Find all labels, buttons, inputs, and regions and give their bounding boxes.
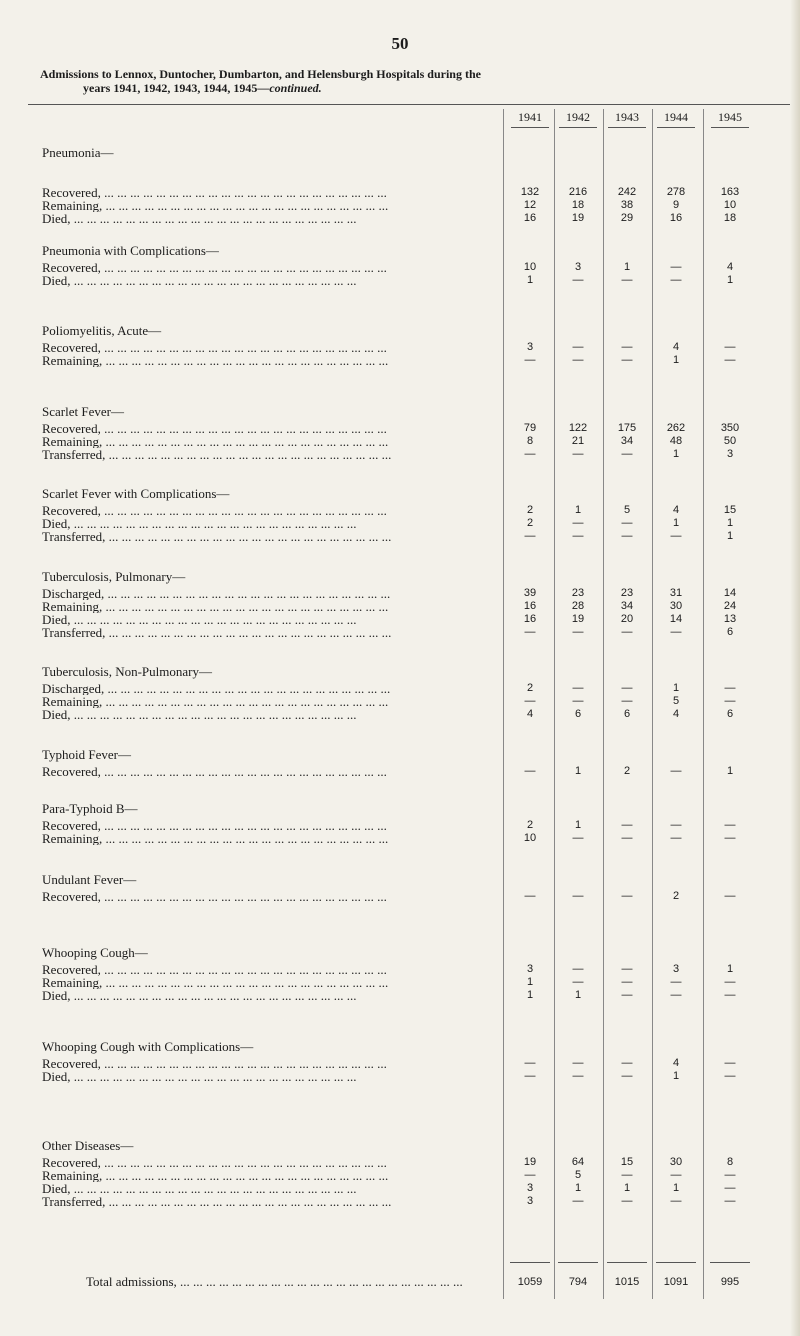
table-cell: — xyxy=(621,989,633,1001)
total-rule xyxy=(558,1262,598,1263)
table-cell: 2 xyxy=(526,517,534,529)
table-cell: — xyxy=(572,963,584,975)
table-cell: 4 xyxy=(726,261,734,273)
table-row xyxy=(0,1156,800,1169)
table-cell: 31 xyxy=(669,587,683,599)
table-cell: 10 xyxy=(723,199,737,211)
row-label: Transferred, ... ... ... ... ... ... ... ... ... ... ... ... ... ... ... ... ... ... ... ... ... ... xyxy=(42,448,392,461)
table-row xyxy=(0,341,800,354)
section-title: Other Diseases— xyxy=(42,1138,134,1153)
table-cell: 4 xyxy=(672,341,680,353)
table-cell: — xyxy=(621,963,633,975)
table-cell: — xyxy=(572,1057,584,1069)
table-cell: 14 xyxy=(723,587,737,599)
row-label: Discharged, ... ... ... ... ... ... ... ... ... ... ... ... ... ... ... ... ... ... ... ... ... ... xyxy=(42,587,391,600)
table-cell: 3 xyxy=(574,261,582,273)
table-cell: — xyxy=(621,819,633,831)
table-cell: — xyxy=(670,274,682,286)
table-cell: 23 xyxy=(620,587,634,599)
table-cell: 5 xyxy=(574,1169,582,1181)
table-cell: — xyxy=(670,1195,682,1207)
table-cell: 16 xyxy=(523,212,537,224)
table-cell: 6 xyxy=(574,708,582,720)
table-row xyxy=(0,199,800,212)
table-cell: — xyxy=(621,517,633,529)
table-cell: — xyxy=(572,626,584,638)
total-rule xyxy=(607,1262,647,1263)
table-cell: 15 xyxy=(620,1156,634,1168)
table-cell: — xyxy=(670,530,682,542)
table-cell: 1 xyxy=(726,530,734,542)
table-cell: — xyxy=(524,695,536,707)
table-cell: 18 xyxy=(571,199,585,211)
table-cell: 4 xyxy=(672,708,680,720)
row-label: Recovered, ... ... ... ... ... ... ... ... ... ... ... ... ... ... ... ... ... ... ... ... ... ... xyxy=(42,341,387,354)
table-cell: 34 xyxy=(620,600,634,612)
table-row xyxy=(0,261,800,274)
table-cell: 34 xyxy=(620,435,634,447)
row-label: Remaining, ... ... ... ... ... ... ... ... ... ... ... ... ... ... ... ... ... ... ... ... ... ... xyxy=(42,976,389,989)
section-title: Typhoid Fever— xyxy=(42,747,131,762)
table-cell: 3 xyxy=(526,1195,534,1207)
table-cell: 6 xyxy=(726,708,734,720)
table-row xyxy=(0,989,800,1002)
table-cell: 1 xyxy=(672,354,680,366)
year-underline xyxy=(608,127,646,128)
table-cell: — xyxy=(724,1057,736,1069)
table-row xyxy=(0,186,800,199)
table-cell: 48 xyxy=(669,435,683,447)
table-cell: — xyxy=(621,626,633,638)
row-label: Died, ... ... ... ... ... ... ... ... ... ... ... ... ... ... ... ... ... ... ... ... ... ... xyxy=(42,1070,357,1083)
table-cell: 50 xyxy=(723,435,737,447)
total-cell: 995 xyxy=(720,1276,740,1288)
table-cell: 163 xyxy=(720,186,740,198)
section-title: Tuberculosis, Non-Pulmonary— xyxy=(42,664,212,679)
table-cell: — xyxy=(621,341,633,353)
table-cell: 19 xyxy=(523,1156,537,1168)
table-cell: 1 xyxy=(574,819,582,831)
table-cell: 1 xyxy=(672,1070,680,1082)
row-label: Remaining, ... ... ... ... ... ... ... ... ... ... ... ... ... ... ... ... ... ... ... ... ... ... xyxy=(42,695,389,708)
row-label: Died, ... ... ... ... ... ... ... ... ... ... ... ... ... ... ... ... ... ... ... ... ... ... xyxy=(42,274,357,287)
table-cell: — xyxy=(670,765,682,777)
table-cell: 175 xyxy=(617,422,637,434)
table-row xyxy=(0,765,800,778)
table-cell: — xyxy=(621,1057,633,1069)
year-underline xyxy=(657,127,695,128)
table-cell: 2 xyxy=(623,765,631,777)
table-cell: 2 xyxy=(526,819,534,831)
table-cell: — xyxy=(670,626,682,638)
table-row xyxy=(0,212,800,225)
table-cell: 1 xyxy=(526,989,534,1001)
row-label: Died, ... ... ... ... ... ... ... ... ... ... ... ... ... ... ... ... ... ... ... ... ... ... xyxy=(42,708,357,721)
table-cell: — xyxy=(724,989,736,1001)
table-cell: — xyxy=(572,530,584,542)
table-cell: 19 xyxy=(571,212,585,224)
table-cell: 24 xyxy=(723,600,737,612)
table-row xyxy=(0,435,800,448)
table-cell: — xyxy=(572,448,584,460)
table-cell: — xyxy=(670,819,682,831)
year-header: 1943 xyxy=(615,110,639,124)
table-cell: 3 xyxy=(526,341,534,353)
row-label: Remaining, ... ... ... ... ... ... ... ... ... ... ... ... ... ... ... ... ... ... ... ... ... ... xyxy=(42,600,389,613)
row-label: Remaining, ... ... ... ... ... ... ... ... ... ... ... ... ... ... ... ... ... ... ... ... ... ... xyxy=(42,1169,389,1182)
section-title: Scarlet Fever with Complications— xyxy=(42,486,230,501)
table-row xyxy=(0,1195,800,1208)
table-cell: — xyxy=(621,1070,633,1082)
table-cell: 18 xyxy=(723,212,737,224)
total-cell: 1059 xyxy=(517,1276,543,1288)
table-cell: 16 xyxy=(669,212,683,224)
table-cell: 3 xyxy=(526,1182,534,1194)
table-row xyxy=(0,504,800,517)
table-cell: — xyxy=(724,1182,736,1194)
row-label: Remaining, ... ... ... ... ... ... ... ... ... ... ... ... ... ... ... ... ... ... ... ... ... ... xyxy=(42,354,389,367)
section-title: Pneumonia with Complications— xyxy=(42,243,219,258)
table-cell: — xyxy=(524,1070,536,1082)
table-cell: 2 xyxy=(672,890,680,902)
table-row xyxy=(0,963,800,976)
table-row xyxy=(0,1169,800,1182)
row-label: Died, ... ... ... ... ... ... ... ... ... ... ... ... ... ... ... ... ... ... ... ... ... ... xyxy=(42,613,357,626)
heading-continued: —continued. xyxy=(257,81,322,95)
table-cell: 3 xyxy=(526,963,534,975)
row-label: Transferred, ... ... ... ... ... ... ... ... ... ... ... ... ... ... ... ... ... ... ... ... ... ... xyxy=(42,530,392,543)
section-title: Scarlet Fever— xyxy=(42,404,124,419)
page-number: 50 xyxy=(391,34,409,53)
table-cell: 1 xyxy=(574,765,582,777)
table-cell: 3 xyxy=(672,963,680,975)
table-cell: 16 xyxy=(523,613,537,625)
table-cell: 262 xyxy=(666,422,686,434)
row-label: Discharged, ... ... ... ... ... ... ... ... ... ... ... ... ... ... ... ... ... ... ... ... ... ... xyxy=(42,682,391,695)
table-cell: 1 xyxy=(526,274,534,286)
table-cell: — xyxy=(670,976,682,988)
total-cell: 1015 xyxy=(614,1276,640,1288)
table-cell: — xyxy=(724,1169,736,1181)
table-row xyxy=(0,517,800,530)
table-cell: 5 xyxy=(672,695,680,707)
top-rule xyxy=(28,104,792,105)
table-cell: — xyxy=(670,261,682,273)
total-cell: 1091 xyxy=(663,1276,689,1288)
table-cell: — xyxy=(572,976,584,988)
table-cell: — xyxy=(670,1169,682,1181)
table-cell: — xyxy=(621,530,633,542)
table-row xyxy=(0,976,800,989)
table-cell: — xyxy=(524,890,536,902)
table-cell: — xyxy=(524,765,536,777)
table-cell: 10 xyxy=(523,261,537,273)
table-cell: 4 xyxy=(672,1057,680,1069)
table-cell: — xyxy=(670,989,682,1001)
table-cell: 1 xyxy=(672,682,680,694)
table-cell: — xyxy=(724,354,736,366)
table-cell: — xyxy=(724,976,736,988)
section-title: Poliomyelitis, Acute— xyxy=(42,323,162,338)
row-label: Transferred, ... ... ... ... ... ... ... ... ... ... ... ... ... ... ... ... ... ... ... ... ... ... xyxy=(42,626,392,639)
row-label: Remaining, ... ... ... ... ... ... ... ... ... ... ... ... ... ... ... ... ... ... ... ... ... ... xyxy=(42,199,389,212)
table-cell: — xyxy=(724,695,736,707)
table-cell: 216 xyxy=(568,186,588,198)
table-cell: — xyxy=(621,695,633,707)
row-label: Recovered, ... ... ... ... ... ... ... ... ... ... ... ... ... ... ... ... ... ... ... ... ... ... xyxy=(42,1057,387,1070)
section-title: Pneumonia— xyxy=(42,145,114,160)
table-row xyxy=(0,1057,800,1070)
table-cell: — xyxy=(524,1057,536,1069)
table-cell: — xyxy=(724,819,736,831)
row-label: Recovered, ... ... ... ... ... ... ... ... ... ... ... ... ... ... ... ... ... ... ... ... ... ... xyxy=(42,504,387,517)
table-cell: 2 xyxy=(526,504,534,516)
table-cell: 10 xyxy=(523,832,537,844)
row-label: Died, ... ... ... ... ... ... ... ... ... ... ... ... ... ... ... ... ... ... ... ... ... ... xyxy=(42,517,357,530)
table-row xyxy=(0,587,800,600)
table-cell: 6 xyxy=(623,708,631,720)
table-cell: — xyxy=(572,354,584,366)
total-rule xyxy=(656,1262,696,1263)
table-cell: 79 xyxy=(523,422,537,434)
table-row xyxy=(0,448,800,461)
table-cell: — xyxy=(724,890,736,902)
table-cell: 350 xyxy=(720,422,740,434)
table-cell: — xyxy=(724,341,736,353)
total-row xyxy=(0,1275,800,1289)
table-cell: 1 xyxy=(623,261,631,273)
table-cell: 1 xyxy=(574,1182,582,1194)
table-cell: — xyxy=(572,832,584,844)
table-cell: — xyxy=(621,1169,633,1181)
total-rule xyxy=(710,1262,750,1263)
table-cell: 38 xyxy=(620,199,634,211)
table-cell: 3 xyxy=(726,448,734,460)
table-cell: — xyxy=(572,695,584,707)
table-cell: 14 xyxy=(669,613,683,625)
table-cell: — xyxy=(621,1195,633,1207)
table-cell: 278 xyxy=(666,186,686,198)
row-label: Died, ... ... ... ... ... ... ... ... ... ... ... ... ... ... ... ... ... ... ... ... ... ... xyxy=(42,212,357,225)
table-cell: 13 xyxy=(723,613,737,625)
table-row xyxy=(0,695,800,708)
table-row xyxy=(0,626,800,639)
section-title: Undulant Fever— xyxy=(42,872,137,887)
table-row xyxy=(0,708,800,721)
table-row xyxy=(0,422,800,435)
table-cell: 9 xyxy=(672,199,680,211)
table-cell: — xyxy=(572,517,584,529)
table-cell: 1 xyxy=(726,963,734,975)
table-cell: — xyxy=(724,682,736,694)
table-cell: — xyxy=(724,832,736,844)
row-label: Died, ... ... ... ... ... ... ... ... ... ... ... ... ... ... ... ... ... ... ... ... ... ... xyxy=(42,989,357,1002)
year-underline xyxy=(511,127,549,128)
table-row xyxy=(0,613,800,626)
table-cell: 8 xyxy=(726,1156,734,1168)
table-cell: — xyxy=(621,354,633,366)
table-row xyxy=(0,682,800,695)
table-cell: 20 xyxy=(620,613,634,625)
table-cell: 4 xyxy=(672,504,680,516)
table-cell: 122 xyxy=(568,422,588,434)
table-cell: — xyxy=(724,1070,736,1082)
total-label: Total admissions, ... ... ... ... ... ... ... ... ... ... ... ... ... ... ... ... ... ... ... ... ... ... xyxy=(86,1275,463,1289)
table-cell: 16 xyxy=(523,600,537,612)
row-label: Recovered, ... ... ... ... ... ... ... ... ... ... ... ... ... ... ... ... ... ... ... ... ... ... xyxy=(42,422,387,435)
table-row xyxy=(0,819,800,832)
table-row xyxy=(0,600,800,613)
table-cell: — xyxy=(524,1169,536,1181)
table-cell: — xyxy=(572,682,584,694)
total-rule xyxy=(510,1262,550,1263)
section-title: Para-Typhoid B— xyxy=(42,801,138,816)
section-title: Whooping Cough— xyxy=(42,945,148,960)
table-row xyxy=(0,832,800,845)
table-cell: 19 xyxy=(571,613,585,625)
table-cell: — xyxy=(572,341,584,353)
table-cell: 242 xyxy=(617,186,637,198)
table-row xyxy=(0,530,800,543)
table-row xyxy=(0,274,800,287)
row-label: Died, ... ... ... ... ... ... ... ... ... ... ... ... ... ... ... ... ... ... ... ... ... ... xyxy=(42,1182,357,1195)
table-cell: 132 xyxy=(520,186,540,198)
table-cell: — xyxy=(621,832,633,844)
table-cell: — xyxy=(524,530,536,542)
table-cell: 30 xyxy=(669,1156,683,1168)
row-label: Remaining, ... ... ... ... ... ... ... ... ... ... ... ... ... ... ... ... ... ... ... ... ... ... xyxy=(42,435,389,448)
table-cell: 28 xyxy=(571,600,585,612)
table-cell: 1 xyxy=(574,504,582,516)
table-cell: — xyxy=(524,626,536,638)
table-cell: 1 xyxy=(672,448,680,460)
table-cell: 1 xyxy=(726,517,734,529)
section-title: Tuberculosis, Pulmonary— xyxy=(42,569,186,584)
page-edge xyxy=(790,0,800,1336)
year-header: 1941 xyxy=(518,110,542,124)
table-cell: — xyxy=(572,1195,584,1207)
table-cell: — xyxy=(621,682,633,694)
table-cell: 21 xyxy=(571,435,585,447)
row-label: Recovered, ... ... ... ... ... ... ... ... ... ... ... ... ... ... ... ... ... ... ... ... ... ... xyxy=(42,765,387,778)
table-cell: — xyxy=(724,1195,736,1207)
table-cell: 12 xyxy=(523,199,537,211)
table-row xyxy=(0,354,800,367)
row-label: Remaining, ... ... ... ... ... ... ... ... ... ... ... ... ... ... ... ... ... ... ... ... ... ... xyxy=(42,832,389,845)
row-label: Recovered, ... ... ... ... ... ... ... ... ... ... ... ... ... ... ... ... ... ... ... ... ... ... xyxy=(42,1156,387,1169)
year-underline xyxy=(559,127,597,128)
row-label: Recovered, ... ... ... ... ... ... ... ... ... ... ... ... ... ... ... ... ... ... ... ... ... ... xyxy=(42,261,387,274)
table-heading xyxy=(40,67,780,95)
row-label: Recovered, ... ... ... ... ... ... ... ... ... ... ... ... ... ... ... ... ... ... ... ... ... ... xyxy=(42,819,387,832)
table-cell: 64 xyxy=(571,1156,585,1168)
table-cell: 23 xyxy=(571,587,585,599)
year-underline xyxy=(711,127,749,128)
table-cell: — xyxy=(621,448,633,460)
table-row xyxy=(0,1070,800,1083)
table-row xyxy=(0,890,800,903)
section-title: Whooping Cough with Complications— xyxy=(42,1039,254,1054)
table-cell: 15 xyxy=(723,504,737,516)
table-cell: 1 xyxy=(726,765,734,777)
heading-line-1: Admissions to Lennox, Duntocher, Dumbarton, and Helensburgh Hospitals during the xyxy=(40,67,481,81)
year-header: 1942 xyxy=(566,110,590,124)
row-label: Transferred, ... ... ... ... ... ... ... ... ... ... ... ... ... ... ... ... ... ... ... ... ... ... xyxy=(42,1195,392,1208)
year-header: 1944 xyxy=(664,110,688,124)
table-cell: — xyxy=(670,832,682,844)
total-cell: 794 xyxy=(568,1276,588,1288)
table-cell: — xyxy=(621,890,633,902)
table-cell: 5 xyxy=(623,504,631,516)
table-cell: 2 xyxy=(526,682,534,694)
table-cell: 1 xyxy=(623,1182,631,1194)
table-cell: 6 xyxy=(726,626,734,638)
table-cell: 8 xyxy=(526,435,534,447)
row-label: Recovered, ... ... ... ... ... ... ... ... ... ... ... ... ... ... ... ... ... ... ... ... ... ... xyxy=(42,890,387,903)
table-cell: 1 xyxy=(526,976,534,988)
heading-line-2: years 1941, 1942, 1943, 1944, 1945—continued. xyxy=(83,81,322,95)
table-cell: 1 xyxy=(574,989,582,1001)
table-cell: — xyxy=(572,890,584,902)
table-row xyxy=(0,1182,800,1195)
table-cell: — xyxy=(524,448,536,460)
table-cell: 39 xyxy=(523,587,537,599)
table-cell: 29 xyxy=(620,212,634,224)
table-cell: — xyxy=(572,274,584,286)
table-cell: — xyxy=(621,274,633,286)
table-cell: 4 xyxy=(526,708,534,720)
table-cell: 1 xyxy=(726,274,734,286)
table-cell: — xyxy=(621,976,633,988)
table-cell: 1 xyxy=(672,1182,680,1194)
table-cell: 30 xyxy=(669,600,683,612)
table-cell: 1 xyxy=(672,517,680,529)
table-cell: — xyxy=(524,354,536,366)
year-header: 1945 xyxy=(718,110,742,124)
row-label: Recovered, ... ... ... ... ... ... ... ... ... ... ... ... ... ... ... ... ... ... ... ... ... ... xyxy=(42,186,387,199)
table-cell: — xyxy=(572,1070,584,1082)
row-label: Recovered, ... ... ... ... ... ... ... ... ... ... ... ... ... ... ... ... ... ... ... ... ... ... xyxy=(42,963,387,976)
